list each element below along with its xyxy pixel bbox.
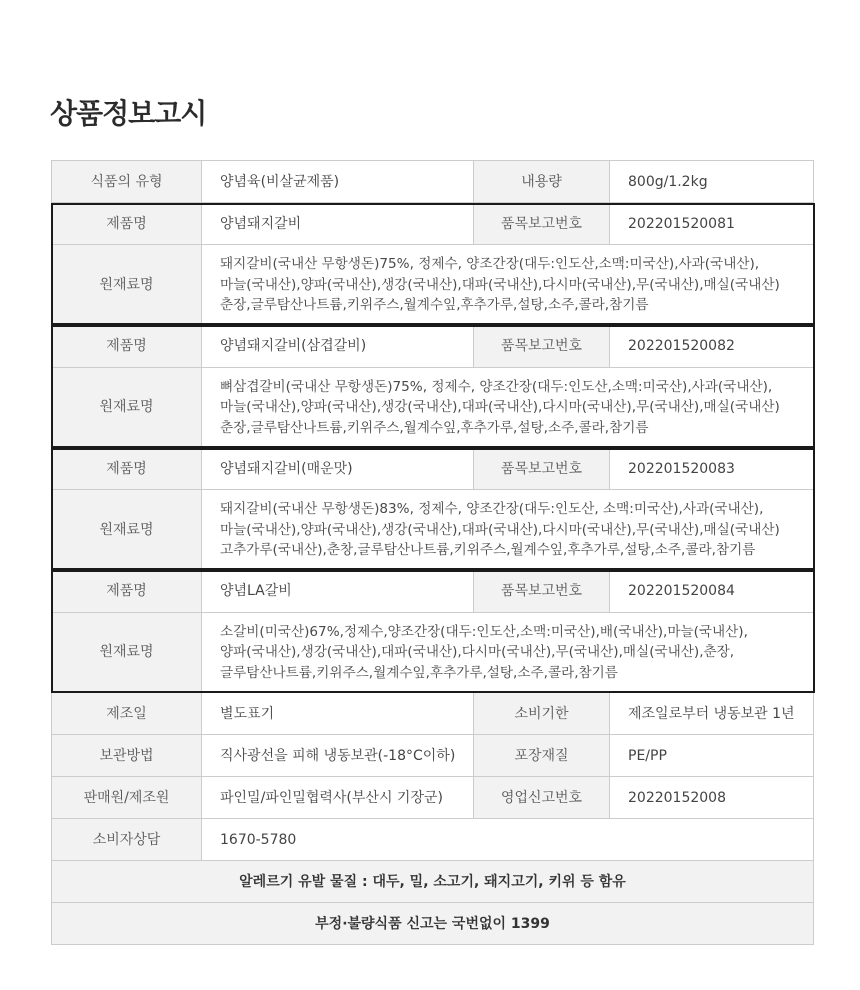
consumer-phone: 1670-5780	[202, 819, 814, 861]
ingredients-line: 마늘(국내산),양파(국내산),생강(국내산),대파(국내산),다시마(국내산),무(국내산),매실(국내산)	[220, 276, 780, 293]
allergy-row	[52, 861, 814, 903]
ingredients-line: 돼지갈비(국내산 무항생돈)83%, 정제수, 양조간장(대두:인도산, 소맥:미국산),사과(국내산),	[220, 501, 764, 517]
ingredients-line: 춘장,글루탐산나트륨,키위주스,월계수잎,후추가루,설탕,소주,콜라,참기름	[220, 419, 649, 436]
storage-label: 보관방법	[52, 735, 202, 777]
content-amount-value: 800g/1.2kg	[610, 161, 814, 203]
report-number-label: 품목보고번호	[474, 448, 610, 490]
storage-value: 직사광선을 피해 냉동보관(-18°C이하)	[202, 735, 474, 777]
packaging-label: 포장재질	[474, 735, 610, 777]
ingredients-line: 마늘(국내산),양파(국내산),생강(국내산),대파(국내산),다시마(국내산),무(국내산),매실(국내산)	[220, 521, 780, 538]
report-number: 202201520084	[610, 570, 814, 612]
business-number-value: 20220152008	[610, 777, 814, 819]
product-name: 양념돼지갈비	[202, 203, 474, 245]
content-amount-label: 내용량	[474, 161, 610, 203]
product-name: 양념돼지갈비(삼겹갈비)	[202, 325, 474, 367]
product-info-table	[51, 160, 814, 945]
seller-label: 판매원/제조원	[52, 777, 202, 819]
ingredients-text	[202, 490, 814, 571]
ingredients-row	[52, 367, 814, 448]
report-number-label: 품목보고번호	[474, 203, 610, 245]
product-name: 양념LA갈비	[202, 570, 474, 612]
allergy-notice: 알레르기 유발 물질 : 대두, 밀, 소고기, 돼지고기, 키위 등 함유	[52, 861, 814, 903]
ingredients-line: 양파(국내산),생강(국내산),대파(국내산),다시마(국내산),무(국내산),매실(국내산),춘장,	[220, 644, 735, 660]
product-name-label: 제품명	[52, 448, 202, 490]
manufacture-date-value: 별도표기	[202, 693, 474, 735]
food-type-value: 양념육(비살균제품)	[202, 161, 474, 203]
manufacture-date-label: 제조일	[52, 693, 202, 735]
ingredients-label: 원재료명	[52, 612, 202, 693]
report-number-label: 품목보고번호	[474, 570, 610, 612]
storage-row	[52, 735, 814, 777]
consumer-row	[52, 819, 814, 861]
ingredients-text	[202, 245, 814, 326]
business-number-label: 영업신고번호	[474, 777, 610, 819]
ingredients-row	[52, 612, 814, 693]
packaging-value: PE/PP	[610, 735, 814, 777]
manufacture-date-row	[52, 693, 814, 735]
report-row	[52, 903, 814, 945]
product-name: 양념돼지갈비(매운맛)	[202, 448, 474, 490]
ingredients-row	[52, 490, 814, 571]
seller-row	[52, 777, 814, 819]
ingredients-line: 돼지갈비(국내산 무항생돈)75%, 정제수, 양조간장(대두:인도산,소맥:미국산),사과(국내산),	[220, 256, 760, 272]
ingredients-label: 원재료명	[52, 367, 202, 448]
ingredients-row	[52, 245, 814, 326]
product-info-sheet	[51, 160, 813, 945]
food-type-row	[52, 161, 814, 203]
ingredients-text	[202, 612, 814, 693]
ingredients-text	[202, 367, 814, 448]
ingredients-line: 마늘(국내산),양파(국내산),생강(국내산),대파(국내산),다시마(국내산),무(국내산),매실(국내산)	[220, 399, 780, 415]
expiry-label: 소비기한	[474, 693, 610, 735]
product-name-label: 제품명	[52, 325, 202, 367]
product-name-row	[52, 448, 814, 490]
ingredients-line: 글루탐산나트륨,키위주스,월계수잎,후추가루,설탕,소주,콜라,참기름	[220, 664, 618, 681]
product-name-row	[52, 203, 814, 245]
expiry-value: 제조일로부터 냉동보관 1년	[610, 693, 814, 735]
consumer-label: 소비자상담	[52, 819, 202, 861]
product-name-row	[52, 325, 814, 367]
product-name-row	[52, 570, 814, 612]
report-number-label: 품목보고번호	[474, 325, 610, 367]
report-number: 202201520082	[610, 325, 814, 367]
food-type-label: 식품의 유형	[52, 161, 202, 203]
ingredients-label: 원재료명	[52, 490, 202, 571]
ingredients-line: 고추가루(국내산),춘창,글루탐산나트륨,키위주스,월계수잎,후추가루,설탕,소주,콜라,참기름	[220, 542, 756, 558]
report-number: 202201520081	[610, 203, 814, 245]
ingredients-line: 뼈삼겹갈비(국내산 무항생돈)75%, 정제수, 양조간장(대두:인도산,소맥:미국산),사과(국내산),	[220, 378, 773, 395]
report-number: 202201520083	[610, 448, 814, 490]
ingredients-line: 소갈비(미국산)67%,정제수,양조간장(대두:인도산,소맥:미국산),배(국내산),마늘(국내산),	[220, 623, 748, 640]
page-title: 상품정보고시	[50, 97, 207, 130]
ingredients-label: 원재료명	[52, 245, 202, 326]
product-name-label: 제품명	[52, 570, 202, 612]
ingredients-line: 춘장,글루탐산나트륨,키위주스,월계수잎,후추가루,설탕,소주,콜라,참기름	[220, 297, 649, 313]
product-name-label: 제품명	[52, 203, 202, 245]
report-notice: 부정·불량식품 신고는 국번없이 1399	[52, 903, 814, 945]
seller-value: 파인밀/파인밀협력사(부산시 기장군)	[202, 777, 474, 819]
